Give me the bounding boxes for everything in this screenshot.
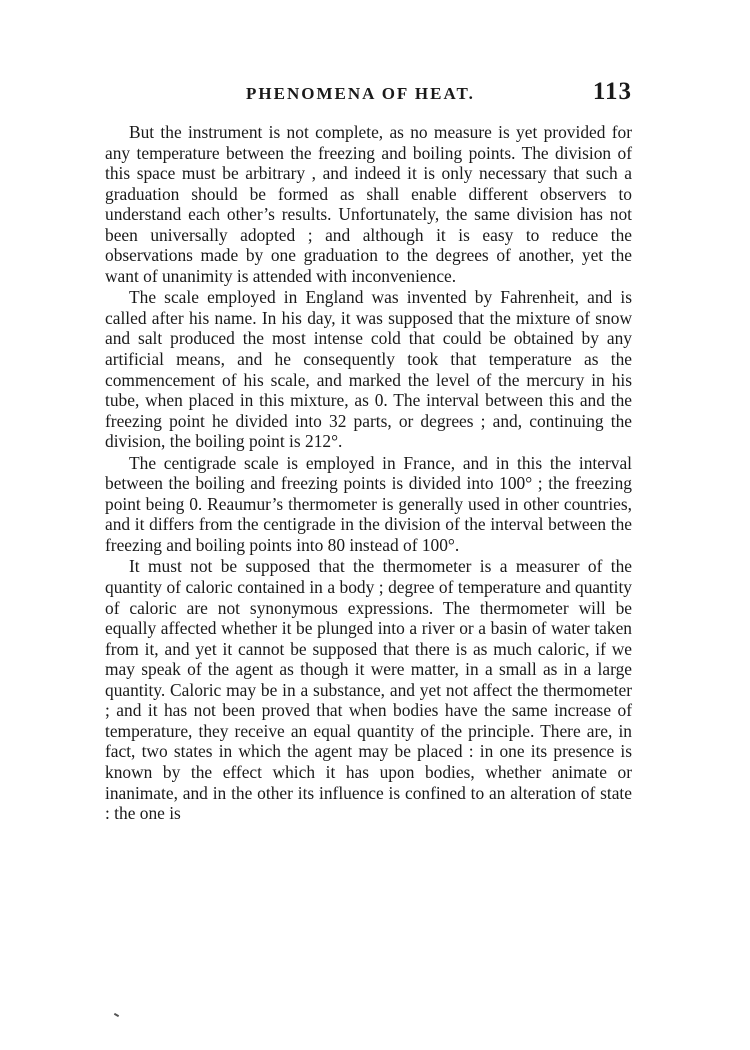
paragraph-thermometer-graduation: But the instrument is not complete, as no measure is yet provided for any temperature between the freezing and boiling points. The division of this space must be arbitrary , and indeed it is only necessary that such a graduation should be formed as shall enable different observers to understand each other’s results. Unfortunately, the same division has not been universally adopted ; and although it is easy to reduce the observations made by one graduation to the degrees of another, yet the want of unanimity is attended with inconvenience. xyxy=(105,122,632,286)
running-head xyxy=(100,78,640,110)
page-number: 113 xyxy=(592,78,632,105)
paragraph-temperature-vs-caloric: It must not be supposed that the thermometer is a measurer of the quantity of caloric contained in a body ; degree of temperature and quantity of caloric are not synonymous expressions. The thermometer will be equally affected whether it be plunged into a river or a basin of water taken from it, and yet it cannot be supposed that there is as much caloric, if we may speak of the agent as though it were matter, in a small as in a large quantity. Caloric may be in a substance, and yet not affect the thermometer ; and it has not been proved that when bodies have the same increase of temperature, they receive an equal quantity of the principle. There are, in fact, two states in which the agent may be placed : in one its presence is known by the effect which it has upon bodies, whether animate or inanimate, and in the other its influence is confined to an alteration of state : the one is xyxy=(105,556,632,824)
running-title: PHENOMENA OF HEAT. xyxy=(246,84,475,103)
body-text xyxy=(105,122,632,824)
paragraph-fahrenheit-scale: The scale employed in England was invented by Fahrenheit, and is called after his name. In his day, it was supposed that the mixture of snow and salt produced the most intense cold that could be obtained by any artificial means, and he consequently took that temperature as the commencement of his scale, and marked the level of the mercury in his tube, when placed in this mixture, as 0. The interval between this and the freezing point he divided into 32 parts, or degrees ; and, continuing the division, the boiling point is 212°. xyxy=(105,287,632,452)
stray-ink-mark xyxy=(114,1013,119,1017)
paragraph-centigrade-reaumur: The centigrade scale is employed in France, and in this the interval between the boiling and freezing points is divided into 100° ; the freezing point being 0. Reaumur’s thermometer is generally used in other countries, and it differs from the centigrade in the division of the interval between the freezing and boiling points into 80 instead of 100°. xyxy=(105,452,632,555)
